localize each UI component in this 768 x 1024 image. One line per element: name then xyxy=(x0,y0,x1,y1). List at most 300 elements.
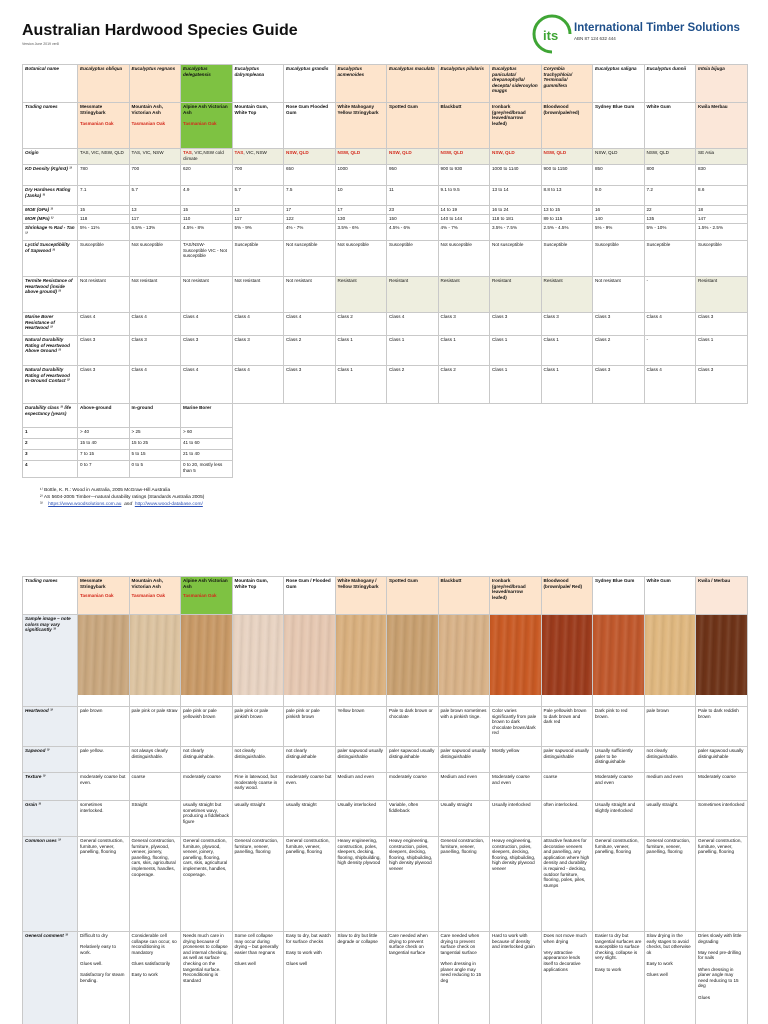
general-comment-cell: Dries slowly with little degrading May need pre-drilling for nails When dressing in planer angle may need reducing to 15 deg Glues xyxy=(696,932,748,1024)
sample-image-cell xyxy=(696,615,748,707)
sapwood-cell: paler sapwood usually distinguishable xyxy=(335,747,387,773)
heartwood-cell: Pale to dark reddish brown xyxy=(696,707,748,747)
durability-above-cell: Class 1 xyxy=(335,336,387,366)
botanical-name-cell xyxy=(644,65,696,103)
botanical-name-cell xyxy=(696,65,748,103)
wood-sample-swatch xyxy=(593,615,644,695)
origin-label: Origin xyxy=(23,149,78,165)
tasmanian-oak-tag: Tasmanian Oak xyxy=(80,121,114,127)
trading-name-text: Kwila Merbau xyxy=(698,104,728,109)
common-uses-cell: General construction, furniture, veneer, panelling, flooring xyxy=(78,837,130,932)
trading-name-text-2: Spotted Gum xyxy=(389,578,418,583)
sapwood-cell: paler sapwood usually distinguishable xyxy=(387,747,439,773)
marine-resistance-cell: Class 4 xyxy=(78,313,130,336)
version-note: Version June 2019 ver8 xyxy=(22,42,59,46)
termite-cell: Not resistant xyxy=(284,277,336,313)
origin-cell xyxy=(78,149,130,165)
durability-above-value: > 40 xyxy=(78,428,130,439)
durability-above-cell: Class 1 xyxy=(438,336,490,366)
lyctid-cell: Susceptible xyxy=(696,241,748,277)
marine-resistance-cell: Class 4 xyxy=(387,313,439,336)
mor-cell: 140 to 144 xyxy=(438,215,490,224)
botanical-name-cell xyxy=(593,65,645,103)
trading-name-text-2: Blackbutt xyxy=(440,578,462,583)
marine-resistance-cell: Class 3 xyxy=(593,313,645,336)
grain-cell: Sometimes interlocked xyxy=(696,801,748,837)
trading-name-text-2: Messmate Stringybark xyxy=(80,578,106,589)
texture-row xyxy=(23,773,748,801)
common-uses-cell: General construction, furniture, veneer, panelling, flooring xyxy=(696,837,748,932)
common-uses-cell: General construction, furniture, veneer, panelling, flooring xyxy=(232,837,284,932)
sapwood-cell: not clearly distinguishable. xyxy=(232,747,284,773)
durability-class-row xyxy=(23,461,748,478)
general-comment-row xyxy=(23,932,748,1024)
durability-inground-header: In-ground xyxy=(129,404,181,428)
dry-hardness-cell: 9.0 xyxy=(593,186,645,206)
origin-cell xyxy=(644,149,696,165)
moe-cell: 23 xyxy=(387,206,439,215)
sapwood-label: Sapwood ³⁾ xyxy=(23,747,78,773)
sample-image-cell xyxy=(129,615,181,707)
sample-image-cell xyxy=(490,615,542,707)
common-uses-cell: General construction, furniture, plywood, veneer, joinery, panelling, flooring, cars, skis, agricultural implements, handles, cooperage. xyxy=(181,837,233,932)
wood-sample-swatch xyxy=(233,615,284,695)
dry-hardness-cell: 10 xyxy=(335,186,387,206)
trading-name-row xyxy=(23,103,748,149)
shrinkage-row xyxy=(23,224,748,241)
trading-name-cell xyxy=(490,103,542,149)
wood-sample-swatch xyxy=(439,615,490,695)
trading-name-cell xyxy=(438,103,490,149)
trading-name-label-2: Trading names xyxy=(23,577,78,615)
trading-name-cell xyxy=(387,103,439,149)
grain-cell: Usually straight and slightly interlocked xyxy=(593,801,645,837)
heartwood-cell: pale brown xyxy=(78,707,130,747)
trading-name-text: Ironbark (grey/red/broad leaved/narrow leafed) xyxy=(492,104,526,126)
heartwood-cell: Pale yellowish brown to dark brown and dark red xyxy=(541,707,593,747)
dry-hardness-cell: 8.8 to 13 xyxy=(541,186,593,206)
botanical-name-cell xyxy=(438,65,490,103)
sapwood-cell: Mostly yellow xyxy=(490,747,542,773)
kd-density-label: KD Density (Kg/m3) ¹⁾ xyxy=(23,165,78,186)
trading-name-cell-2 xyxy=(438,577,490,615)
heartwood-row xyxy=(23,707,748,747)
durability-inground-cell: Class 4 xyxy=(181,366,233,404)
texture-cell: moderately coarse xyxy=(387,773,439,801)
lyctid-cell: Not susceptible xyxy=(284,241,336,277)
durability-inground-row xyxy=(23,366,748,404)
lyctid-cell: TAS/NSW- Susceptible VIC - Not susceptible xyxy=(181,241,233,277)
termite-cell: Resistant xyxy=(438,277,490,313)
kd-density-cell: 700 xyxy=(232,165,284,186)
marine-resistance-cell: Class 4 xyxy=(129,313,181,336)
kd-density-cell: 900 to 1150 xyxy=(541,165,593,186)
durability-above-cell: Class 3 xyxy=(181,336,233,366)
mor-cell: 118 xyxy=(78,215,130,224)
dry-hardness-cell: 7.5 xyxy=(284,186,336,206)
trading-name-text-2: White Mahogany / Yellow Stringybark xyxy=(337,578,379,589)
grain-cell: usually straight. xyxy=(644,801,696,837)
durability-above-cell: Class 3 xyxy=(232,336,284,366)
grain-cell: sometimes interlocked. xyxy=(78,801,130,837)
shrinkage-label: Shrinkage % Rad - Tan ¹⁾ xyxy=(23,224,78,241)
lyctid-cell: Susceptible xyxy=(78,241,130,277)
durability-above-value: 15 to 40 xyxy=(78,439,130,450)
origin-text: NSW, QLD xyxy=(440,150,464,155)
durability-above-cell: Class 1 xyxy=(541,336,593,366)
durability-inground-cell: Class 3 xyxy=(78,366,130,404)
kd-density-cell: 830 xyxy=(696,165,748,186)
common-uses-cell: General construction, furniture, veneer, panelling, flooring xyxy=(644,837,696,932)
shrinkage-cell: 5% - 10% xyxy=(644,224,696,241)
shrinkage-cell: 1.5% - 2.5% xyxy=(696,224,748,241)
origin-cell xyxy=(181,149,233,165)
texture-cell: Moderately coarse and even xyxy=(490,773,542,801)
trading-name-label: Trading names xyxy=(23,103,78,149)
lyctid-cell: Susceptible xyxy=(541,241,593,277)
durability-inground-cell: Class 2 xyxy=(387,366,439,404)
marine-resistance-cell: Class 4 xyxy=(232,313,284,336)
durability-inground-cell: Class 3 xyxy=(696,366,748,404)
sapwood-cell: not clearly distinguishable. xyxy=(644,747,696,773)
wood-sample-swatch xyxy=(542,615,593,695)
company-name: International Timber Solutions xyxy=(574,22,740,34)
lyctid-cell: Not susceptible xyxy=(490,241,542,277)
trading-name-cell-2 xyxy=(593,577,645,615)
origin-text: NSW, QLD xyxy=(543,150,567,155)
trading-name-cell xyxy=(696,103,748,149)
durability-class-number: 2 xyxy=(23,439,78,450)
origin-text: NSW, QLD xyxy=(389,150,412,155)
durability-above-header: Above-ground xyxy=(78,404,130,428)
origin-cell xyxy=(335,149,387,165)
grain-cell: Straight xyxy=(129,801,181,837)
durability-marine-header: Marine Borer xyxy=(181,404,233,428)
durability-above-cell: Class 1 xyxy=(387,336,439,366)
lyctid-label: Lyctid Susceptibility of Sapwood ²⁾ xyxy=(23,241,78,277)
heartwood-cell: Color varies significantly from pale brown to dark chocolate brown/dark red xyxy=(490,707,542,747)
shrinkage-cell: 5% - 11% xyxy=(78,224,130,241)
trading-name-row-2 xyxy=(23,577,748,615)
durability-class-label: Durability class ²⁾ life expectancy (years) xyxy=(23,404,78,428)
sapwood-cell: pale yellow. xyxy=(78,747,130,773)
general-comment-cell: Hard to work with because of density and interlocked grain xyxy=(490,932,542,1024)
general-comment-cell: Considerable cell collapse can occur, so reconditioning is mandatory Glues satisfactorily Easy to work xyxy=(129,932,181,1024)
origin-text: TAS, VIC, NSW, QLD xyxy=(80,150,124,155)
common-uses-cell: General construction, furniture, veneer, panelling, flooring xyxy=(284,837,336,932)
dry-hardness-label: Dry Hardness Rating (Janka) ³⁾ xyxy=(23,186,78,206)
shrinkage-cell: 4% - 7% xyxy=(438,224,490,241)
trading-name-cell-2 xyxy=(541,577,593,615)
durability-above-cell: Class 2 xyxy=(593,336,645,366)
durability-above-row xyxy=(23,336,748,366)
durability-blank xyxy=(232,439,747,450)
texture-cell: coarse xyxy=(541,773,593,801)
durability-marine-value: 41 to 60 xyxy=(181,439,233,450)
botanical-name-text: Eucalyptus obliqua xyxy=(80,66,123,71)
common-uses-row xyxy=(23,837,748,932)
logo-mark-text: its xyxy=(543,28,559,43)
trading-name-cell-2 xyxy=(284,577,336,615)
durability-inground-cell: Class 1 xyxy=(490,366,542,404)
shrinkage-cell: 4% - 7% xyxy=(284,224,336,241)
sapwood-row xyxy=(23,747,748,773)
origin-cell xyxy=(593,149,645,165)
shrinkage-cell: 2.5% - 4.5% xyxy=(541,224,593,241)
moe-cell: 16 xyxy=(593,206,645,215)
origin-red-prefix: TAS xyxy=(234,150,244,155)
tasmanian-oak-tag: Tasmanian Oak xyxy=(131,121,166,127)
moe-cell: 13 xyxy=(129,206,181,215)
durability-class-number: 4 xyxy=(23,461,78,478)
general-comment-cell: Needs much care in drying because of proneness to collapse and internal checking, as well as surface checking on the tangential surface. Reconditioning is standard xyxy=(181,932,233,1024)
grain-cell: Usually straight xyxy=(438,801,490,837)
sample-image-cell xyxy=(644,615,696,707)
mor-label: MOR (MPa) ¹⁾ xyxy=(23,215,78,224)
dry-hardness-cell: 9.1 to 9.5 xyxy=(438,186,490,206)
sample-image-cell xyxy=(593,615,645,707)
durability-inground-cell: Class 3 xyxy=(593,366,645,404)
botanical-name-text: Eucalyptus paniculata/ drepanophylla/ decepta/ sideroxylon muggs xyxy=(492,66,538,94)
grain-row xyxy=(23,801,748,837)
origin-cell xyxy=(129,149,181,165)
kd-density-cell: 900 to 930 xyxy=(438,165,490,186)
trading-name-text: Spotted Gum xyxy=(389,104,418,109)
sapwood-cell: paler sapwood usually distinguishable xyxy=(696,747,748,773)
common-uses-cell: Heavy engineering, construction, poles, sleepers, decking, flooring, shipbuilding, high density plywood veneer xyxy=(387,837,439,932)
footnote-1: ¹⁾ Bottle, K. R.: Wood in Australia, 2005 McGraw-Hill Australia xyxy=(40,488,171,493)
moe-row xyxy=(23,206,748,215)
heartwood-cell: pale brown sometimes with a pinkish tinge. xyxy=(438,707,490,747)
termite-cell: Not resistant xyxy=(78,277,130,313)
sample-image-cell xyxy=(541,615,593,707)
common-uses-cell: attractive features for decorative veneers and panelling, any application where high density and durability is required - decking, outdoor furniture, flooring, poles, piles, stumps xyxy=(541,837,593,932)
botanical-name-cell xyxy=(129,65,181,103)
trading-name-text-2: Bloodwood (brown/pale/ Red) xyxy=(543,578,583,589)
durability-above-cell: Class 2 xyxy=(284,336,336,366)
mor-cell: 150 xyxy=(387,215,439,224)
trading-name-text-2: Mountain Ash, Victorian Ash xyxy=(131,578,163,589)
lyctid-cell: Susceptible xyxy=(593,241,645,277)
footnotes xyxy=(40,488,204,509)
origin-text: NSW, QLD xyxy=(492,150,515,155)
texture-label: Texture ³⁾ xyxy=(23,773,78,801)
kd-density-cell: 780 xyxy=(78,165,130,186)
origin-red-prefix: TAS xyxy=(183,150,192,155)
grain-cell: Usually interlocked xyxy=(490,801,542,837)
termite-cell: Not resistant xyxy=(129,277,181,313)
origin-cell xyxy=(284,149,336,165)
botanical-name-text: Eucalyptus pilularis xyxy=(440,66,484,71)
durability-class-number: 3 xyxy=(23,450,78,461)
heartwood-cell: pale pink or pale yellowish brown xyxy=(181,707,233,747)
dry-hardness-cell: 7.1 xyxy=(78,186,130,206)
origin-cell xyxy=(541,149,593,165)
dry-hardness-cell: 13 to 14 xyxy=(490,186,542,206)
kd-density-cell: 800 xyxy=(644,165,696,186)
shrinkage-cell: 6.5% - 13% xyxy=(129,224,181,241)
durability-blank xyxy=(232,450,747,461)
trading-name-cell-2 xyxy=(129,577,181,615)
termite-cell: - xyxy=(644,277,696,313)
origin-cell xyxy=(490,149,542,165)
durability-above-cell: Class 3 xyxy=(129,336,181,366)
trading-name-cell-2 xyxy=(78,577,130,615)
durability-inground-value: 0 to 5 xyxy=(129,461,181,478)
appearance-table xyxy=(22,576,748,1024)
texture-cell: moderately coarse xyxy=(181,773,233,801)
sample-image-label: Sample image – note colors may vary significantly ³⁾ xyxy=(23,615,78,707)
durability-class-row xyxy=(23,428,748,439)
common-uses-cell: Heavy engineering, construction, poles, sleepers, decking, flooring, shipbuilding, high density plywood xyxy=(335,837,387,932)
general-comment-cell: Slow to dry but little degrade or collapse xyxy=(335,932,387,1024)
botanical-name-text: Eucalyptus grandis xyxy=(286,66,329,71)
mor-cell: 89 to 115 xyxy=(541,215,593,224)
durability-inground-cell: Class 4 xyxy=(129,366,181,404)
tasmanian-oak-tag: Tasmanian Oak xyxy=(131,593,166,599)
mor-cell: 122 xyxy=(284,215,336,224)
trading-name-text-2: White Gum xyxy=(646,578,671,583)
kd-density-cell: 950 xyxy=(387,165,439,186)
botanical-name-cell xyxy=(541,65,593,103)
origin-rest: , VIC,NSW cold climate xyxy=(183,150,224,161)
termite-cell: Resistant xyxy=(387,277,439,313)
footnote-and: and xyxy=(124,501,133,507)
origin-row xyxy=(23,149,748,165)
trading-name-text-2: Ironbark (grey/red/broad leaved/narrow leafed) xyxy=(492,578,526,600)
sample-image-cell xyxy=(438,615,490,707)
lyctid-cell: Susceptible xyxy=(232,241,284,277)
origin-text: NSW, QLD xyxy=(595,150,618,155)
kd-density-cell: 650 xyxy=(284,165,336,186)
trading-name-cell-2 xyxy=(232,577,284,615)
woodsolutions-link[interactable]: https://www.woodsolutions.com.au xyxy=(48,501,122,507)
general-comment-cell: Slow drying in the early stages to avoid checks, but otherwise ok Easy to work Glues well xyxy=(644,932,696,1024)
sapwood-cell: paler sapwood usually distinguishable xyxy=(438,747,490,773)
durability-class-row xyxy=(23,439,748,450)
texture-cell: Moderately coarse xyxy=(696,773,748,801)
properties-table xyxy=(22,64,748,478)
botanical-name-text: Eucalyptus dunnii xyxy=(646,66,687,71)
termite-cell: Resistant xyxy=(696,277,748,313)
trading-name-text-2: Alpine Ash Victorian Ash xyxy=(183,578,228,589)
durability-above-cell: - xyxy=(644,336,696,366)
wood-database-link[interactable]: http://www.wood-database.com/ xyxy=(134,501,203,507)
botanical-name-cell xyxy=(490,65,542,103)
texture-cell: moderately coarse but even. xyxy=(78,773,130,801)
moe-cell: 13 xyxy=(232,206,284,215)
heartwood-cell: Dark pink to red brown. xyxy=(593,707,645,747)
durability-inground-label: Natural Durability Rating of Heartwood In-Ground Contact ²⁾ xyxy=(23,366,78,404)
footnote-3-marker: ³⁾ xyxy=(40,501,43,507)
heartwood-cell: pale pink or pale straw xyxy=(129,707,181,747)
kd-density-cell: 700 xyxy=(129,165,181,186)
common-uses-cell: General construction, furniture, veneer, panelling, flooring xyxy=(438,837,490,932)
dry-hardness-cell: 11 xyxy=(387,186,439,206)
mor-cell: 130 xyxy=(335,215,387,224)
grain-label: Grain ³⁾ xyxy=(23,801,78,837)
lyctid-cell: Not susceptible xyxy=(129,241,181,277)
wood-sample-swatch xyxy=(490,615,541,695)
trading-name-text-2: Sydney Blue Gum xyxy=(595,578,635,583)
shrinkage-cell: 3.5% - 7.5% xyxy=(490,224,542,241)
durability-blank xyxy=(232,461,747,478)
durability-marine-value: > 60 xyxy=(181,428,233,439)
termite-label: Termite Resistance of Heartwood (inside above ground) ²⁾ xyxy=(23,277,78,313)
common-uses-cell: General construction, furniture, plywood, veneer, joinery, panelling, flooring, cars, skis, agricultural implements, handles, cooperage. xyxy=(129,837,181,932)
dry-hardness-cell: 4.9 xyxy=(181,186,233,206)
moe-cell: 13 to 15 xyxy=(541,206,593,215)
origin-text: NSW, QLD xyxy=(337,150,361,155)
kd-density-cell: 1000 xyxy=(335,165,387,186)
footnote-3 xyxy=(40,502,204,509)
marine-resistance-cell: Class 3 xyxy=(490,313,542,336)
marine-resistance-row xyxy=(23,313,748,336)
origin-text: TAS, VIC, NSW xyxy=(131,150,164,155)
botanical-name-cell xyxy=(284,65,336,103)
wood-sample-swatch xyxy=(284,615,335,695)
texture-cell: moderately coarse but even. xyxy=(284,773,336,801)
sapwood-cell: not always clearly distinguishable. xyxy=(129,747,181,773)
durability-inground-cell: Class 1 xyxy=(541,366,593,404)
trading-name-cell-2 xyxy=(181,577,233,615)
trading-name-text-2: Mountain Gum, White Top xyxy=(234,578,268,589)
origin-text: SE Asia xyxy=(698,150,715,155)
trading-name-text-2: Rose Gum / Flooded Gum xyxy=(286,578,331,589)
trading-name-text-2: Kwila / Merbau xyxy=(698,578,731,583)
mor-cell: 110 xyxy=(181,215,233,224)
botanical-name-cell xyxy=(387,65,439,103)
kd-density-row xyxy=(23,165,748,186)
heartwood-cell: pale pink or pale pinkish brown xyxy=(232,707,284,747)
durability-above-cell: Class 3 xyxy=(78,336,130,366)
durability-marine-value: 0 to 20, mostly less than 5 xyxy=(181,461,233,478)
durability-blank xyxy=(232,404,747,428)
sample-image-cell xyxy=(181,615,233,707)
heartwood-cell: Pale to dark brown or chocolate xyxy=(387,707,439,747)
moe-cell: 17 xyxy=(284,206,336,215)
grain-cell: Variable, often fiddleback xyxy=(387,801,439,837)
general-comment-cell: Some cell collapse may occur during drying – but generally easier than regnans Glues well xyxy=(232,932,284,1024)
botanical-name-row xyxy=(23,65,748,103)
general-comment-cell: Care needed when drying to prevent surface check on tangential surface xyxy=(387,932,439,1024)
durability-above-value: 7 to 15 xyxy=(78,450,130,461)
general-comment-cell: Easy to dry, but watch for surface checks Easy to work with Glues well xyxy=(284,932,336,1024)
shrinkage-cell: 5% - 9% xyxy=(232,224,284,241)
durability-inground-value: 5 to 15 xyxy=(129,450,181,461)
trading-name-cell-2 xyxy=(696,577,748,615)
botanical-name-cell xyxy=(78,65,130,103)
trading-name-cell xyxy=(541,103,593,149)
marine-resistance-label: Marine Borer Resistance of Heartwood ²⁾ xyxy=(23,313,78,336)
botanical-name-cell xyxy=(232,65,284,103)
lyctid-cell: Not susceptible xyxy=(335,241,387,277)
grain-cell: usually straight xyxy=(284,801,336,837)
durability-above-cell: Class 1 xyxy=(490,336,542,366)
durability-inground-cell: Class 4 xyxy=(644,366,696,404)
shrinkage-cell: 4.5% - 8% xyxy=(181,224,233,241)
wood-sample-swatch xyxy=(696,615,747,695)
mor-row xyxy=(23,215,748,224)
general-comment-label: General comment ³⁾ xyxy=(23,932,78,1024)
trading-name-text: White Gum xyxy=(646,104,671,109)
sample-image-cell xyxy=(232,615,284,707)
origin-cell xyxy=(232,149,284,165)
trading-name-text: Mountain Gum, White Top xyxy=(234,104,268,115)
termite-cell: Resistant xyxy=(490,277,542,313)
durability-inground-value: > 25 xyxy=(129,428,181,439)
dry-hardness-row xyxy=(23,186,748,206)
